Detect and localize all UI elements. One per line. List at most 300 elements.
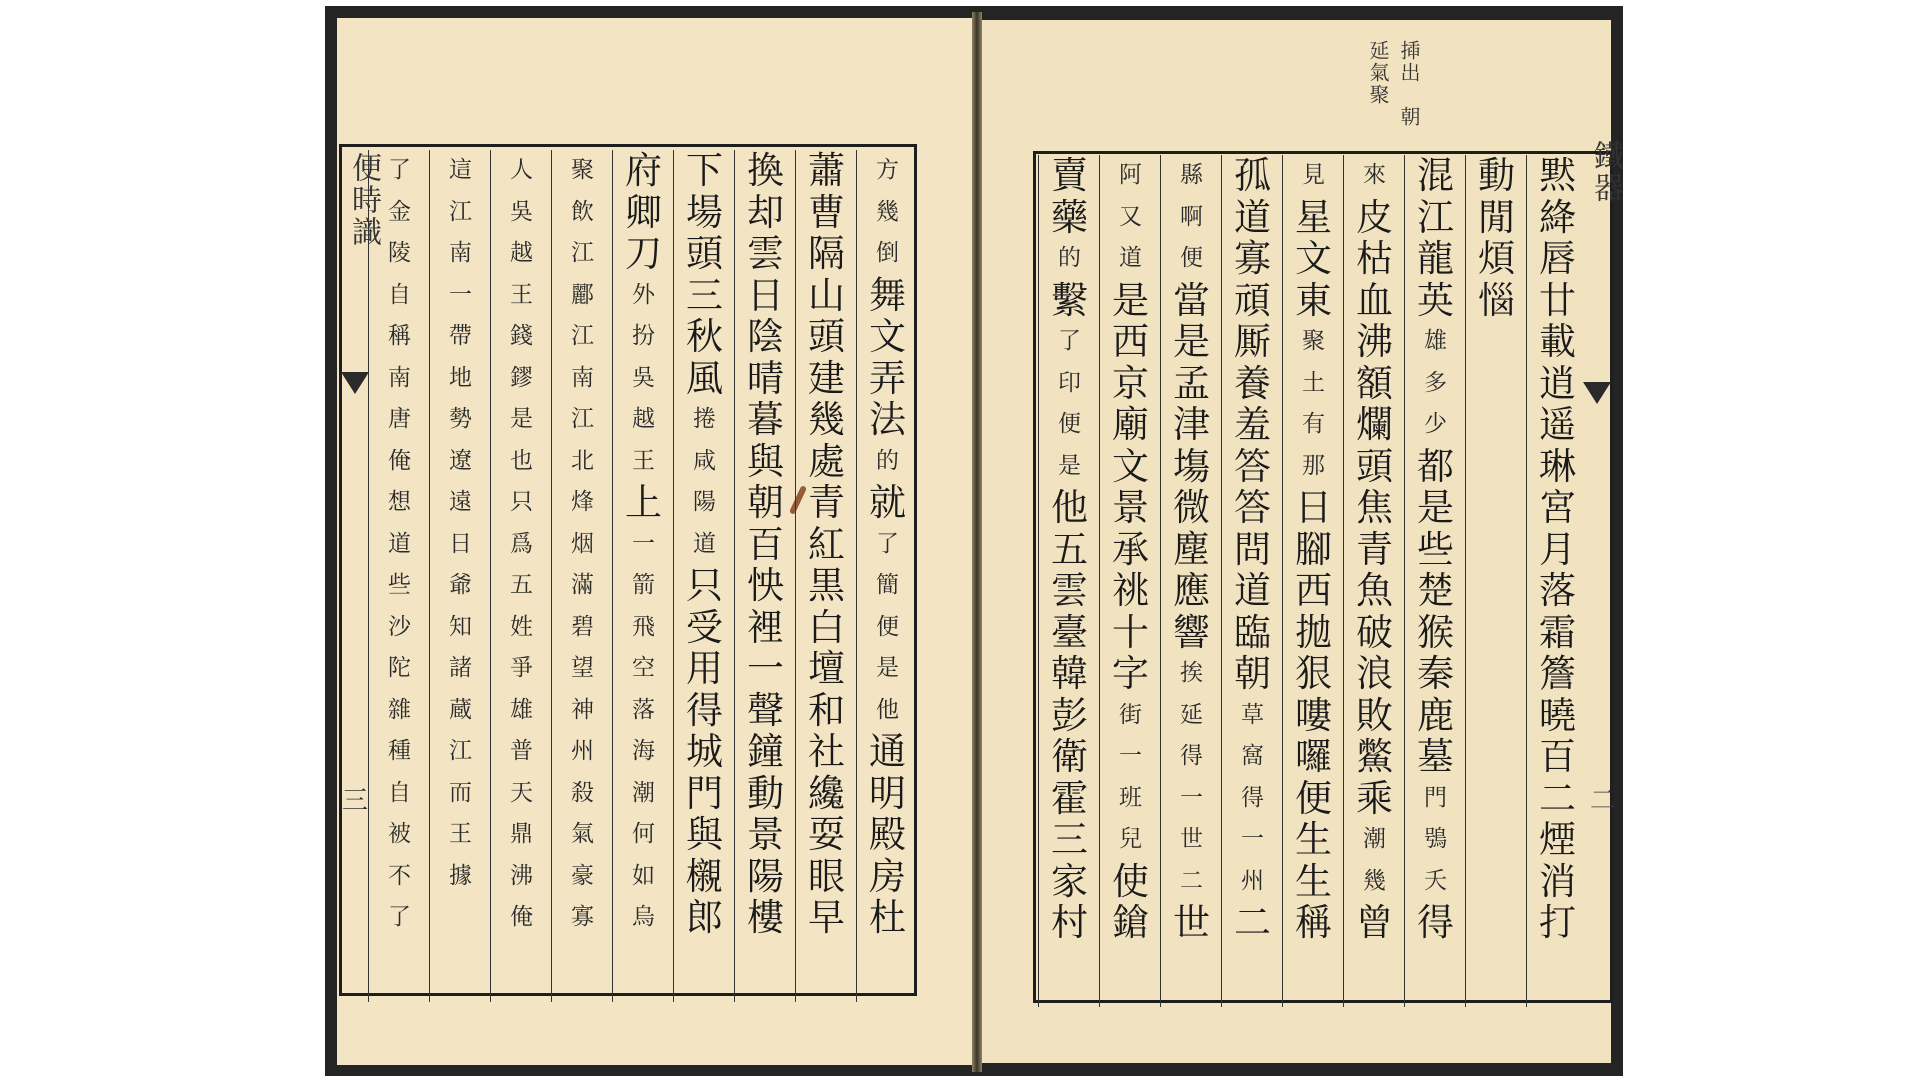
right-char: 潮 [1363,826,1386,852]
left-char: 風 [686,356,723,400]
right-char: 門 [1424,784,1447,811]
left-char: 用 [686,647,723,690]
right-column-4 [1343,155,1405,1007]
left-char: 卿 [625,190,662,234]
left-char: 社 [808,730,845,773]
right-char: 打 [1539,901,1576,944]
right-char: 一 [1119,743,1142,769]
left-char: 動 [747,771,784,815]
left-char: 城 [686,730,723,773]
right-char: 廟 [1112,403,1149,446]
left-char: 地 [449,364,472,391]
left-char: 得 [686,688,723,732]
left-char: 陽 [747,854,784,898]
left-char: 暮 [747,398,784,441]
right-char: 聚 [1302,328,1325,354]
left-char: 雲 [747,232,784,275]
right-char: 英 [1417,278,1454,322]
right-char: 墓 [1417,735,1454,778]
right-char: 道 [1234,195,1271,239]
right-char: 額 [1356,361,1393,405]
right-char: 動 [1478,154,1515,197]
left-char: 雄 [510,696,533,723]
left-char: 海 [632,738,655,764]
left-char: 一 [449,281,472,308]
left-char: 換 [747,149,784,192]
right-column-6 [1221,155,1283,1007]
left-char: 吳 [632,364,655,391]
left-char: 府 [625,149,662,192]
right-char: 那 [1302,452,1325,479]
left-char: 通 [869,730,906,773]
right-char: 繫 [1051,278,1088,322]
right-char: 響 [1173,610,1210,654]
left-char: 想 [388,489,411,515]
left-char: 種 [388,738,411,764]
left-char: 是 [510,406,533,432]
right-char: 印 [1058,369,1081,396]
right-char: 嘍 [1295,693,1332,737]
right-char: 是 [1173,320,1210,363]
right-char: 煩 [1478,237,1515,280]
right-char: 猴 [1417,610,1454,654]
right-char: 逍 [1539,361,1576,405]
left-page-number: 三 [342,786,369,816]
left-char: 據 [449,862,472,889]
left-char: 普 [510,738,533,764]
right-char: 了 [1058,328,1081,354]
right-char: 宮 [1539,486,1576,529]
left-char: 越 [632,406,655,432]
left-char: 不 [388,862,411,889]
left-char: 南 [449,240,472,266]
left-char: 秋 [686,315,723,358]
right-char: 縣 [1180,162,1203,188]
left-char: 王 [449,821,472,847]
right-char: 一 [1180,784,1203,811]
right-char: 鹿 [1417,693,1454,737]
right-char: 村 [1051,901,1088,944]
left-char: 早 [808,896,845,939]
right-char: 日 [1295,486,1332,529]
left-char: 的 [876,447,899,474]
left-char: 山 [808,273,845,317]
left-char: 怏 [747,564,784,607]
left-char: 與 [747,439,784,483]
left-char: 江 [571,240,594,266]
right-char: 狠 [1295,652,1332,695]
left-char: 杜 [869,896,906,939]
left-char: 也 [510,447,533,474]
left-char: 耍 [808,813,845,856]
right-char: 煙 [1539,818,1576,861]
right-char: 魚 [1356,569,1393,612]
left-char: 王 [510,281,533,308]
left-char: 王 [632,447,655,474]
left-column-6 [551,150,613,1002]
left-char: 郎 [686,896,723,939]
right-char: 世 [1173,901,1210,944]
right-column-8 [1099,155,1161,1007]
right-char: 夭 [1424,867,1447,894]
right-char: 窩 [1241,743,1264,769]
right-char: 是 [1112,278,1149,322]
left-char: 便 [876,613,899,640]
right-char: 乘 [1356,776,1393,820]
left-char: 陵 [388,240,411,266]
left-char: 與 [686,813,723,856]
left-char: 烏 [632,904,655,930]
right-char: 彭 [1051,693,1088,737]
right-column-3 [1404,155,1466,1007]
left-char: 弄 [869,356,906,400]
left-char: 落 [632,696,655,723]
left-char: 江 [449,198,472,225]
left-char: 沙 [388,613,411,640]
right-char: 鱉 [1356,735,1393,778]
right-char: 來 [1363,162,1386,188]
right-char: 他 [1051,486,1088,529]
left-char: 一 [747,647,784,690]
right-char: 敗 [1356,693,1393,737]
right-char: 應 [1173,569,1210,612]
right-char: 得 [1417,901,1454,944]
right-char: 一 [1241,826,1264,852]
left-char: 滿 [571,572,594,598]
right-char: 是 [1058,452,1081,479]
left-char: 眼 [808,854,845,898]
left-char: 了 [388,904,411,930]
right-char: 頑 [1234,278,1271,322]
right-char: 消 [1539,859,1576,903]
right-char: 家 [1051,859,1088,903]
right-char: 衛 [1051,735,1088,778]
right-char: 塵 [1173,527,1210,571]
right-char: 草 [1241,701,1264,728]
right-char: 幾 [1363,867,1386,894]
right-char: 三 [1051,818,1088,861]
left-char: 他 [876,696,899,723]
right-char: 州 [1241,867,1264,894]
left-char: 文 [869,315,906,358]
right-char: 便 [1180,245,1203,271]
left-fishtail-mark [341,372,369,394]
left-column-4 [673,150,735,1002]
left-char: 自 [388,281,411,308]
left-char: 鼎 [510,821,533,847]
right-char: 西 [1112,320,1149,363]
right-char: 腳 [1295,527,1332,571]
right-char: 韓 [1051,652,1088,695]
left-char: 天 [510,779,533,806]
left-char: 門 [686,771,723,815]
left-char: 只 [686,564,723,607]
right-char: 簷 [1539,652,1576,695]
left-char: 勢 [449,406,472,432]
left-char: 俺 [388,447,411,474]
left-char: 壇 [808,647,845,690]
right-char: 答 [1234,486,1271,529]
right-column-9 [1038,155,1100,1007]
right-char: 少 [1424,411,1447,437]
left-char: 建 [808,356,845,400]
right-char: 落 [1539,569,1576,612]
right-char: 挨 [1180,660,1203,686]
right-char: 厮 [1234,320,1271,363]
left-char: 江 [571,323,594,349]
left-char: 碧 [571,613,594,640]
left-char: 自 [388,779,411,806]
left-char: 咸 [693,447,716,474]
right-char: 是 [1417,486,1454,529]
right-page-number: 二 [1590,786,1617,816]
left-char: 鏐 [510,364,533,391]
left-char: 知 [449,613,472,640]
left-char: 酈 [571,281,594,308]
left-char: 聚 [571,157,594,183]
right-char: 文 [1112,444,1149,488]
right-char: 生 [1295,818,1332,861]
right-char: 又 [1119,203,1142,230]
left-char: 曹 [808,190,845,234]
left-char: 豪 [571,862,594,889]
left-char: 簡 [876,572,899,598]
left-char: 這 [449,157,472,183]
left-char: 爲 [510,530,533,557]
right-char: 鎗 [1112,901,1149,944]
right-char: 琳 [1539,444,1576,488]
left-char: 只 [510,489,533,515]
right-char: 西 [1295,569,1332,612]
left-char: 越 [510,240,533,266]
right-char: 龍 [1417,237,1454,280]
right-char: 賣 [1051,154,1088,197]
right-char: 羞 [1234,403,1271,446]
right-char: 啊 [1180,203,1203,230]
left-char: 俺 [510,904,533,930]
left-char: 頭 [808,315,845,358]
right-char: 血 [1356,278,1393,322]
left-char: 下 [686,149,723,192]
right-char: 枯 [1356,237,1393,280]
right-char: 得 [1180,743,1203,769]
left-char: 遼 [449,447,472,474]
left-column-1 [856,150,918,1002]
left-edge-label: 便時識 [346,152,381,248]
right-column-2 [1465,155,1527,1007]
left-char: 北 [571,447,594,474]
right-char: 絳 [1539,195,1576,239]
left-char: 飛 [632,613,655,640]
left-char: 晴 [747,356,784,400]
right-char: 唇 [1539,237,1576,280]
left-char: 空 [632,655,655,681]
left-char: 蕭 [808,149,845,192]
left-char: 鐘 [747,730,784,773]
right-char: 閒 [1478,195,1515,239]
book-gutter [972,12,982,1072]
left-char: 景 [747,813,784,856]
left-char: 道 [388,530,411,557]
right-char: 祧 [1112,569,1149,612]
right-char: 多 [1424,369,1447,396]
right-char: 遥 [1539,403,1576,446]
right-char: 班 [1119,784,1142,811]
left-column-3 [734,150,796,1002]
left-char: 些 [388,572,411,598]
left-char: 百 [747,522,784,566]
left-char: 陽 [693,489,716,515]
left-char: 烟 [571,530,594,557]
left-char: 殺 [571,779,594,806]
right-char: 江 [1417,195,1454,239]
left-char: 潮 [632,779,655,806]
right-column-5 [1282,155,1344,1007]
right-char: 焦 [1356,486,1393,529]
left-char: 爭 [510,655,533,681]
right-char: 見 [1302,162,1325,188]
left-char: 日 [747,273,784,317]
left-char: 飲 [571,198,594,225]
left-char: 刀 [625,232,662,275]
left-char: 爺 [449,572,472,598]
left-char: 三 [686,273,723,317]
left-char: 櫬 [686,854,723,898]
right-char: 霍 [1051,776,1088,820]
left-char: 和 [808,688,845,732]
left-char: 纔 [808,771,845,815]
left-char: 氣 [571,821,594,847]
left-char: 上 [625,481,662,524]
left-char: 唐 [388,406,411,432]
left-char: 帶 [449,323,472,349]
left-char: 白 [808,605,845,649]
right-char: 曉 [1539,693,1576,737]
right-char: 沸 [1356,320,1393,363]
right-char: 得 [1241,784,1264,811]
left-char: 吳 [510,198,533,225]
right-char: 百 [1539,735,1576,778]
left-char: 江 [449,738,472,764]
left-char: 外 [632,281,655,308]
right-char: 微 [1173,486,1210,529]
right-char: 朝 [1234,652,1271,695]
right-char: 星 [1295,195,1332,239]
right-char: 養 [1234,361,1271,405]
right-char: 黙 [1539,154,1576,197]
left-char: 幾 [808,398,845,441]
right-char: 二 [1180,867,1203,894]
left-char: 五 [510,572,533,598]
left-char: 神 [571,696,594,723]
left-column-5 [612,150,674,1002]
left-char: 就 [869,481,906,524]
right-char: 生 [1295,859,1332,903]
left-column-8 [429,150,491,1002]
left-char: 場 [686,190,723,234]
right-char: 曾 [1356,901,1393,944]
right-char: 承 [1112,527,1149,571]
left-column-7 [490,150,552,1002]
left-char: 裡 [747,605,784,649]
top-note-1: 揷出 朝 [1397,40,1421,128]
left-char: 日 [449,530,472,557]
right-char: 藥 [1051,195,1088,239]
top-note-2: 延氣聚 [1366,40,1390,106]
left-char: 南 [388,364,411,391]
right-char: 月 [1539,527,1576,571]
left-char: 了 [876,530,899,557]
left-char: 舞 [869,273,906,317]
left-char: 捲 [693,406,716,432]
left-char: 明 [869,771,906,815]
left-char: 聲 [747,688,784,732]
right-char: 載 [1539,320,1576,363]
left-char: 被 [388,821,411,847]
left-char: 人 [510,157,533,183]
right-char: 的 [1058,245,1081,271]
right-char: 廿 [1539,278,1576,322]
right-char: 浪 [1356,652,1393,695]
right-char: 都 [1417,444,1454,488]
right-char: 阿 [1119,162,1142,188]
left-char: 諸 [449,655,472,681]
left-char: 而 [449,779,472,806]
right-char: 二 [1234,901,1271,944]
left-char: 稱 [388,323,411,349]
right-char: 五 [1051,527,1088,571]
right-char: 道 [1234,569,1271,612]
right-char: 答 [1234,444,1271,488]
right-char: 惱 [1478,278,1515,322]
left-char: 頭 [686,232,723,275]
left-char: 雜 [388,696,411,723]
right-char: 秦 [1417,652,1454,695]
left-char: 姓 [510,613,533,640]
right-char: 鴞 [1424,826,1447,852]
right-char: 使 [1112,859,1149,903]
left-char: 烽 [571,489,594,515]
right-char: 兒 [1119,826,1142,852]
left-char: 箭 [632,572,655,598]
right-char: 塲 [1173,444,1210,488]
right-char: 寡 [1234,237,1271,280]
right-column-7 [1160,155,1222,1007]
right-char: 霜 [1539,610,1576,654]
right-char: 雲 [1051,569,1088,612]
right-char: 雄 [1424,328,1447,354]
left-char: 一 [632,530,655,557]
left-char: 金 [388,198,411,225]
left-char: 州 [571,738,594,764]
left-char: 陰 [747,315,784,358]
right-char: 臨 [1234,610,1271,654]
right-char: 臺 [1051,610,1088,654]
right-char: 延 [1180,701,1203,728]
left-char: 幾 [876,198,899,225]
right-char: 東 [1295,278,1332,322]
left-char: 倒 [876,240,899,266]
left-char: 方 [876,157,899,183]
right-char: 二 [1539,776,1576,820]
left-char: 樓 [747,896,784,939]
left-char: 是 [876,655,899,681]
right-char: 街 [1119,701,1142,728]
left-char: 青 [808,481,845,524]
left-char: 法 [869,398,906,441]
right-char: 青 [1356,527,1393,571]
left-char: 受 [686,605,723,649]
